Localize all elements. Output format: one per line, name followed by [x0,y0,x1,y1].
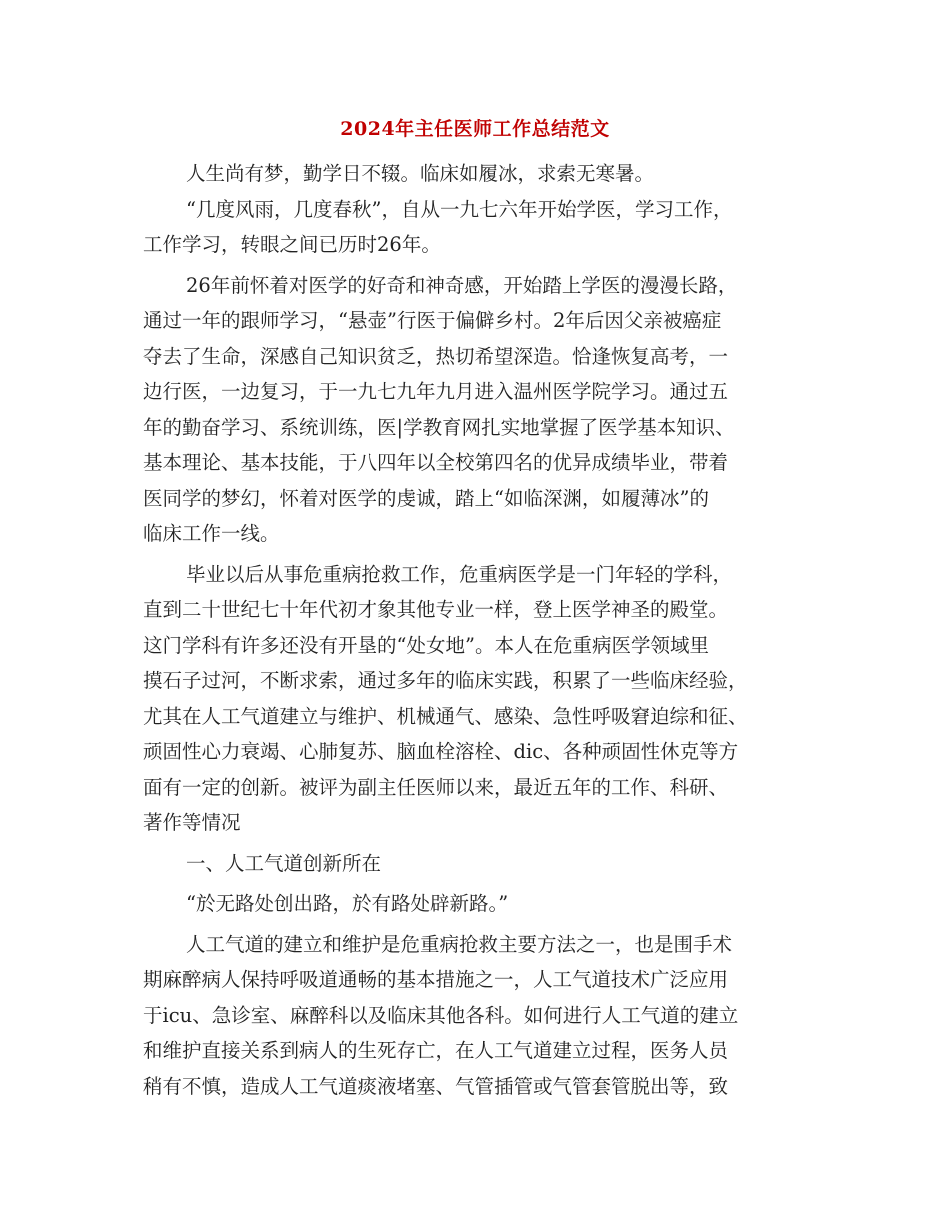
text-line: 尤其在人工气道建立与维护、机械通气、感染、急性呼吸窘迫综和征、 [143,704,748,728]
text-line: 人工气道的建立和维护是危重病抢救主要方法之一，也是围手术 [186,932,733,956]
document-title: 2024年主任医师工作总结范文 [340,118,610,140]
text-line: 基本理论、基本技能，于八四年以全校第四名的优异成绩毕业，带着 [143,451,729,474]
document-body [143,156,815,1104]
text-line: 直到二十世纪七十年代初才象其他专业一样，登上医学神圣的殿堂。 [143,598,729,621]
text-line: 摸石子过河，不断求索，通过多年的临床实践，积累了一些临床经验， [143,669,748,692]
text-line: 和维护直接关系到病人的生死存亡，在人工气道建立过程，医务人员 [143,1039,729,1062]
text-line: 工作学习，转眼之间已历时26年。 [143,233,441,256]
text-line: 面有一定的创新。被评为副主任医师以来，最近五年的工作、科研、 [143,775,729,799]
text-line: 毕业以后从事危重病抢救工作，危重病医学是一门年轻的学科， [186,562,733,586]
text-line: 顽固性心力衰竭、心肺复苏、脑血栓溶栓、dic、各种顽固性休克等方 [143,740,739,763]
quote-line: “於无路处创出路，於有路处辟新路。” [186,892,509,915]
text-line: 人生尚有梦，勤学日不辍。临床如履冰，求索无寒暑。 [186,162,655,185]
text-line: 这门学科有许多还没有开垦的“处女地”。本人在危重病医学领域里 [143,633,709,657]
text-line: 夺去了生命，深感自己知识贫乏，热切希望深造。恰逢恢复高考，一 [143,344,729,368]
text-line: 于icu、急诊室、麻醉科以及临床其他各科。如何进行人工气道的建立 [143,1003,739,1027]
text-line: “几度风雨，几度春秋”，自从一九七六年开始学医，学习工作， [186,197,733,221]
text-line: 著作等情况 [143,811,241,834]
text-line: 稍有不慎，造成人工气道痰液堵塞、气管插管或气管套管脱出等，致 [143,1074,729,1098]
text-line: 医同学的梦幻，怀着对医学的虔诚，踏上“如临深渊，如履薄冰”的 [143,486,709,510]
text-line: 期麻醉病人保持呼吸道通畅的基本措施之一，人工气道技术广泛应用 [143,968,729,991]
text-line: 边行医，一边复习，于一九七九年九月进入温州医学院学习。通过五 [143,380,729,403]
section-heading: 一、人工气道创新所在 [186,851,382,875]
text-line: 通过一年的跟师学习，“悬壶”行医于偏僻乡村。2年后因父亲被癌症 [143,309,722,332]
text-line: 26年前怀着对医学的好奇和神奇感，开始踏上学医的漫漫长路， [186,273,738,297]
text-line: 临床工作一线。 [143,522,280,545]
text-line: 年的勤奋学习、系统训练，医|学教育网扎实地掌握了医学基本知识、 [143,415,735,439]
